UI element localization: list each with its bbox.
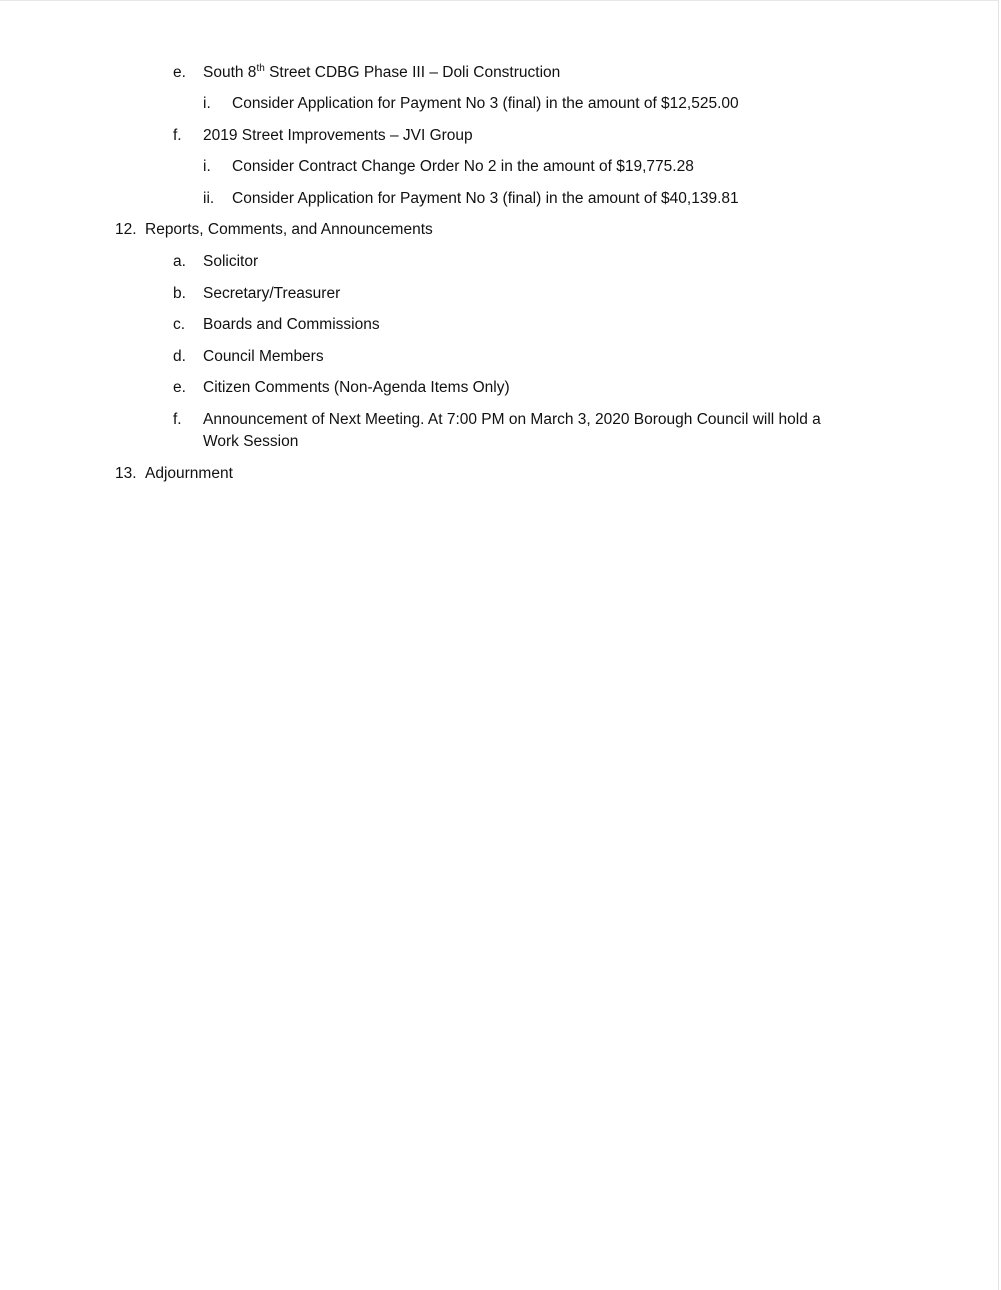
item-12-title: Reports, Comments, and Announcements [145,221,433,238]
item-11e-text-before: South 8 [203,64,257,81]
item-13-number: 13. [115,465,137,482]
item-11e-superscript: th [256,62,265,74]
item-11e-text-after: Street CDBG Phase III – Doli Construction [264,64,561,81]
item-11e-i-marker: i. [203,95,211,112]
item-12b-marker: b. [173,285,186,302]
item-13-title: Adjournment [145,465,233,482]
item-11e-text [203,63,560,83]
item-12a-text: Solicitor [203,253,259,270]
item-12f-text-line2: Work Session [203,433,299,450]
item-12c-text: Boards and Commissions [203,316,380,333]
item-12b-text: Secretary/Treasurer [203,285,341,302]
item-11f-ii-text: Consider Application for Payment No 3 (final) in the amount of $40,139.81 [232,190,739,207]
item-12f-marker: f. [173,411,182,428]
item-12e-text: Citizen Comments (Non-Agenda Items Only) [203,379,510,396]
item-12f-text-line1: Announcement of Next Meeting. At 7:00 PM on March 3, 2020 Borough Council will hold a [203,411,821,428]
item-12d-text: Council Members [203,348,324,365]
item-12e-marker: e. [173,379,186,396]
item-11f-i-marker: i. [203,158,211,175]
item-11e-marker: e. [173,64,186,81]
item-11f-ii-marker: ii. [203,190,215,207]
item-11f-i-text: Consider Contract Change Order No 2 in the amount of $19,775.28 [232,158,694,175]
item-11f-marker: f. [173,127,182,144]
item-12-number: 12. [115,221,137,238]
item-11e-i-text: Consider Application for Payment No 3 (final) in the amount of $12,525.00 [232,95,739,112]
item-12a-marker: a. [173,253,186,270]
item-11f-text: 2019 Street Improvements – JVI Group [203,127,473,144]
item-12d-marker: d. [173,348,186,365]
item-12c-marker: c. [173,316,186,333]
